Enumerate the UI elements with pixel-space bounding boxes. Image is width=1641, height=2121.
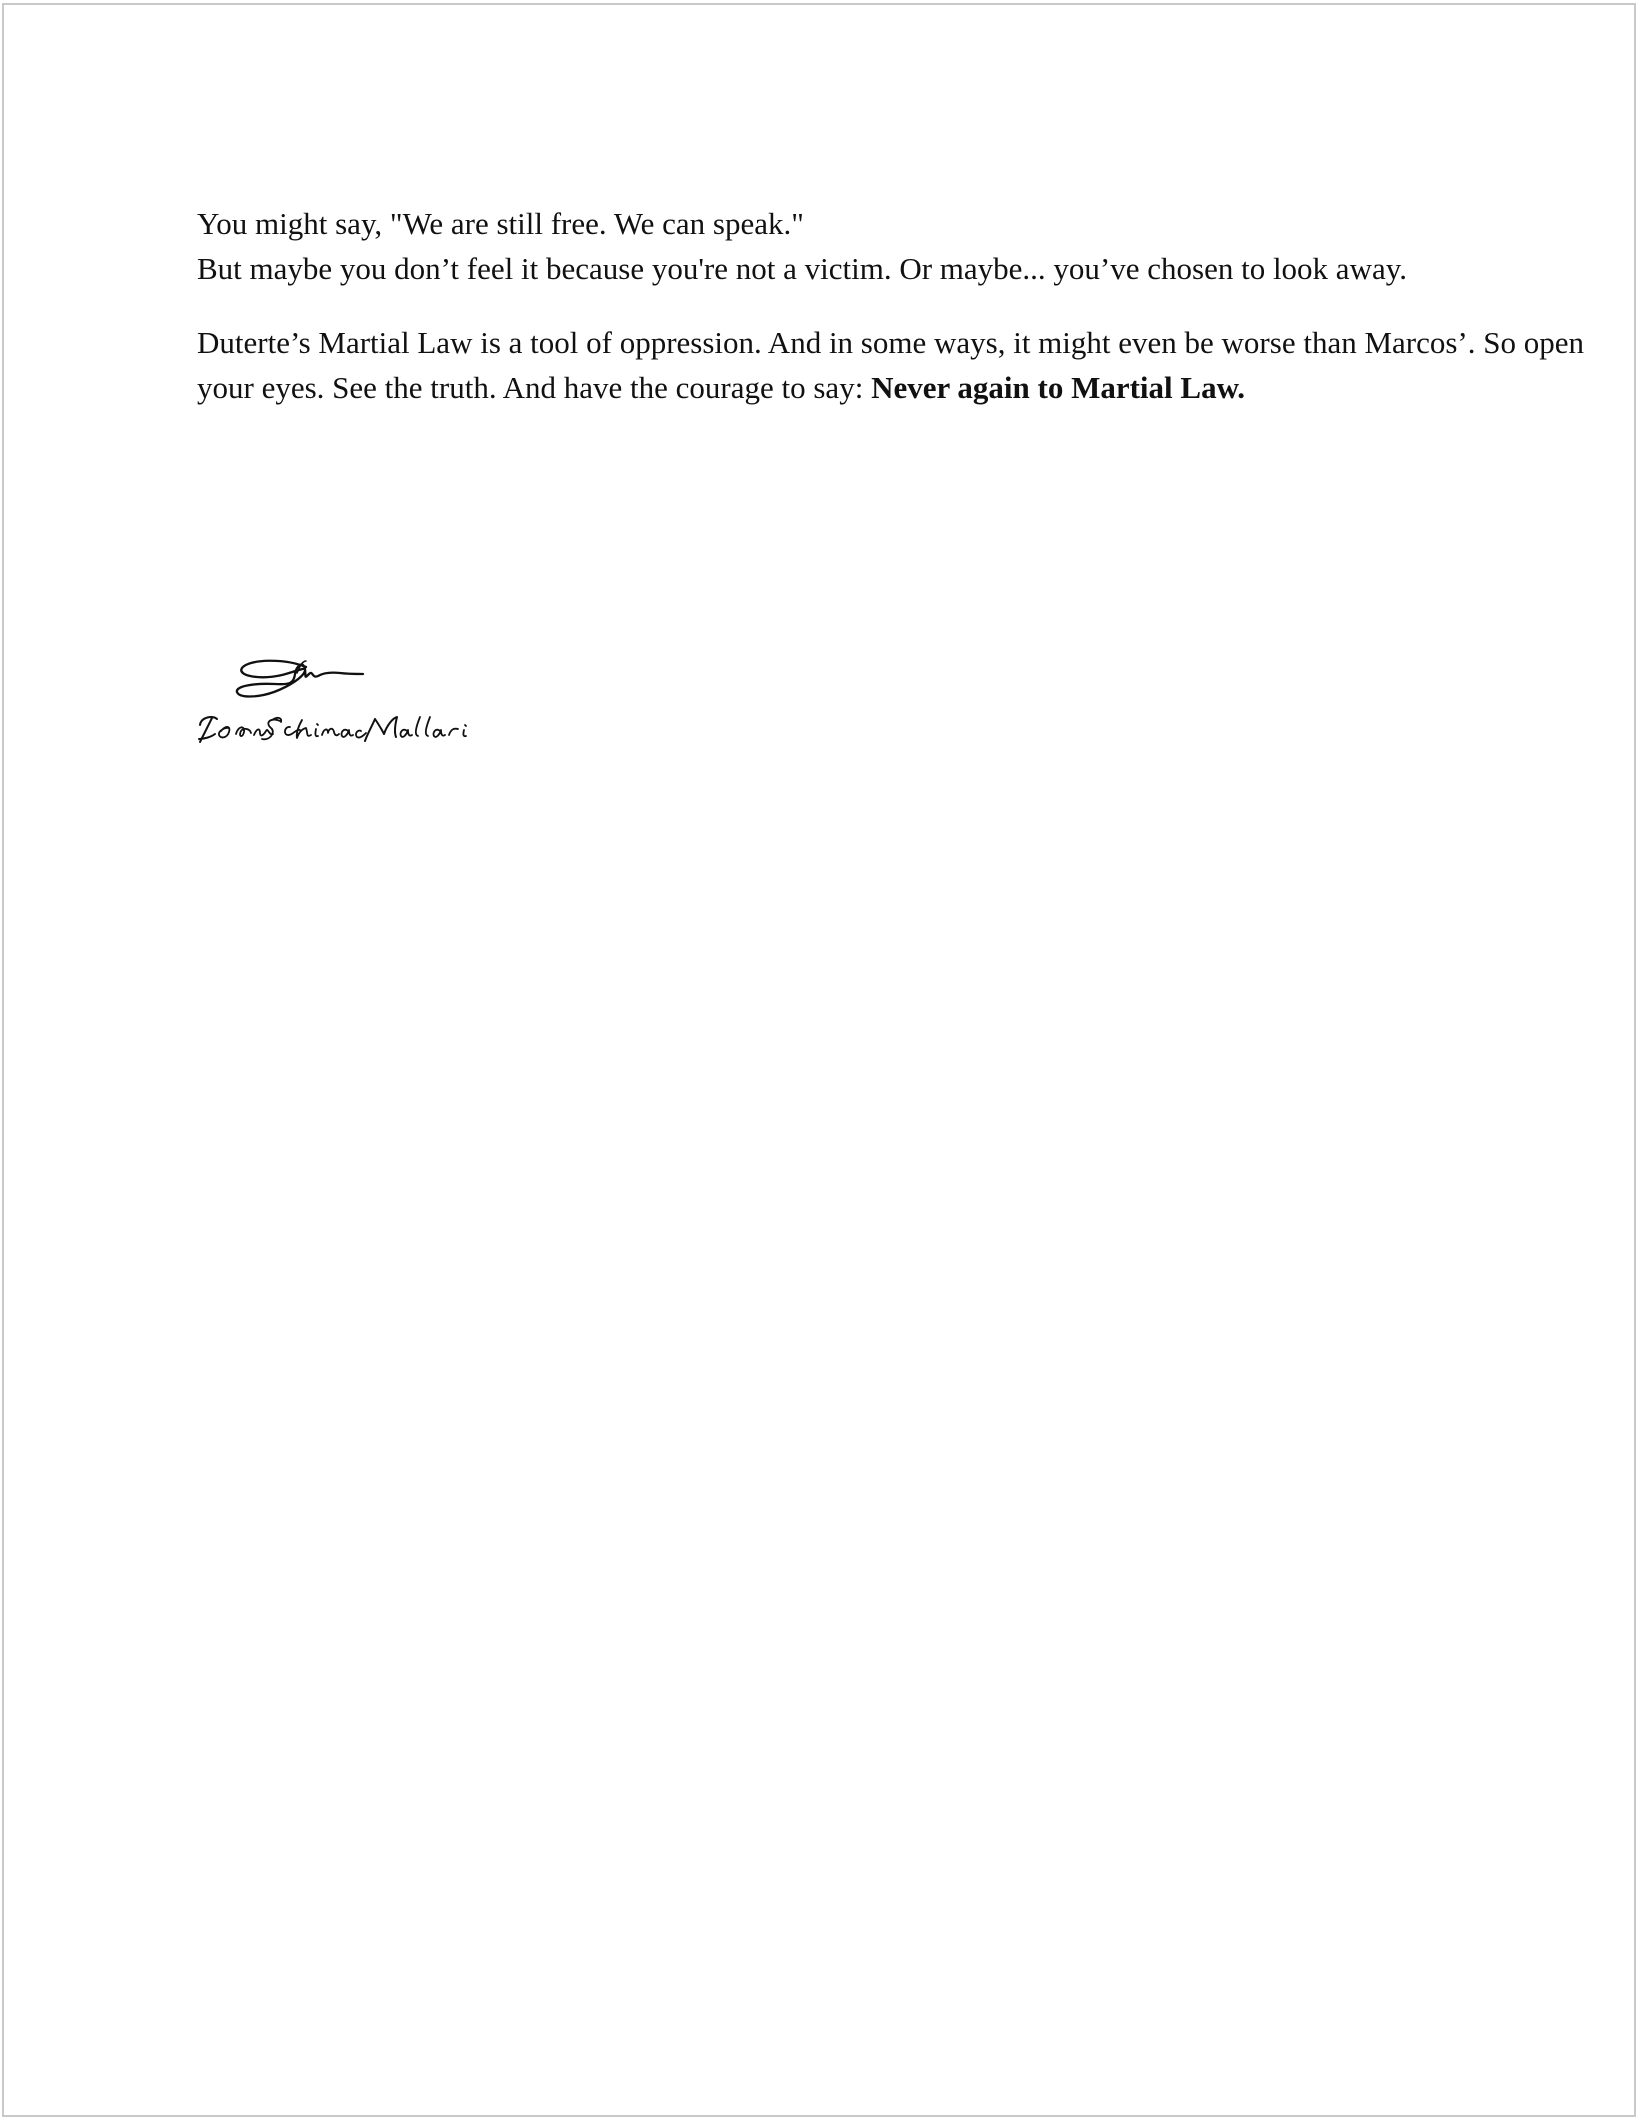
paragraph-2-line-2-text: your eyes. See the truth. And have the courage to say: xyxy=(197,370,872,405)
closing-statement: Never again to Martial Law. xyxy=(871,370,1246,405)
paragraph-1-line-1: You might say, "We are still free. We can speak." xyxy=(197,206,804,241)
document-page xyxy=(2,3,1636,2117)
handwritten-signature xyxy=(194,655,494,749)
paragraph-1-line-2: But maybe you don’t feel it because you're not a victim. Or maybe... you’ve chosen to look away. xyxy=(197,251,1407,286)
signature xyxy=(194,655,494,749)
paragraph-2-line-2 xyxy=(197,366,1245,410)
paragraph-2-line-1: Duterte’s Martial Law is a tool of oppression. And in some ways, it might even be worse than Marcos’. So open xyxy=(197,325,1584,360)
